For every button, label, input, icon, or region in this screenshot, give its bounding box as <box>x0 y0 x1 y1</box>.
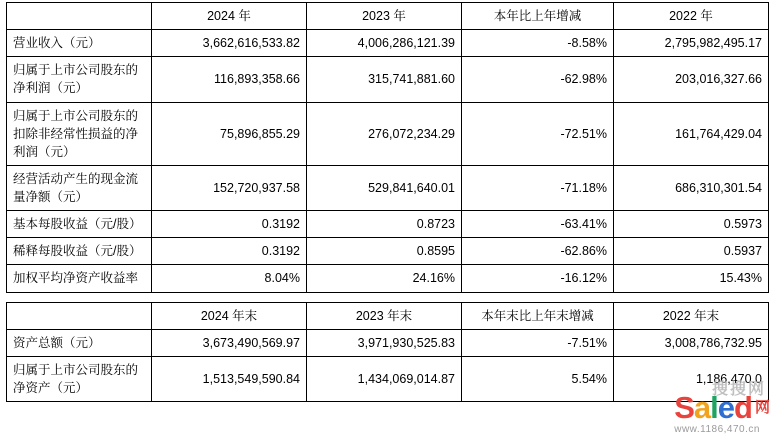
cell-basic-eps-2022: 0.5973 <box>614 211 769 238</box>
header-cell-period-end-change: 本年末比上年末增减 <box>462 302 614 329</box>
header-cell-2024-end: 2024 年末 <box>152 302 307 329</box>
cell-diluted-eps-2023: 0.8595 <box>307 238 462 265</box>
cell-revenue-change: -8.58% <box>462 30 614 57</box>
watermark-letter-e: e <box>717 390 735 425</box>
cell-operating-cash-flow-2022: 686,310,301.54 <box>614 165 769 210</box>
cell-revenue-2024: 3,662,616,533.82 <box>152 30 307 57</box>
table-row <box>7 329 769 356</box>
cell-net-profit-2024: 116,893,358.66 <box>152 57 307 102</box>
table-row <box>7 165 769 210</box>
cell-net-assets-change: 5.54% <box>462 356 614 401</box>
row-label-net-assets: 归属于上市公司股东的净资产（元） <box>7 356 152 401</box>
table-header-row-annual <box>7 3 769 30</box>
row-label-total-assets: 资产总额（元） <box>7 329 152 356</box>
cell-total-assets-2024: 3,673,490,569.97 <box>152 329 307 356</box>
header-cell-2022: 2022 年 <box>614 3 769 30</box>
header-cell-blank-2 <box>7 302 152 329</box>
cell-net-assets-2023: 1,434,069,014.87 <box>307 356 462 401</box>
cell-operating-cash-flow-2023: 529,841,640.01 <box>307 165 462 210</box>
table-header-row-period-end <box>7 302 769 329</box>
table-row <box>7 265 769 292</box>
table-row <box>7 356 769 401</box>
table-section-gap <box>7 292 769 302</box>
cell-total-assets-change: -7.51% <box>462 329 614 356</box>
header-cell-blank <box>7 3 152 30</box>
table-row <box>7 57 769 102</box>
row-label-net-profit: 归属于上市公司股东的净利润（元） <box>7 57 152 102</box>
watermark-letter-d: d <box>734 390 752 425</box>
cell-basic-eps-change: -63.41% <box>462 211 614 238</box>
financial-summary-table <box>6 2 768 402</box>
row-label-operating-cash-flow: 经营活动产生的现金流量净额（元） <box>7 165 152 210</box>
row-label-basic-eps: 基本每股收益（元/股） <box>7 211 152 238</box>
watermark-subtext: www.1186,470.cn <box>674 424 760 435</box>
cell-diluted-eps-2022: 0.5937 <box>614 238 769 265</box>
header-cell-2024: 2024 年 <box>152 3 307 30</box>
row-label-roe: 加权平均净资产收益率 <box>7 265 152 292</box>
cell-net-profit-change: -62.98% <box>462 57 614 102</box>
cell-total-assets-2023: 3,971,930,525.83 <box>307 329 462 356</box>
cell-revenue-2022: 2,795,982,495.17 <box>614 30 769 57</box>
cell-roe-2023: 24.16% <box>307 265 462 292</box>
table-row <box>7 238 769 265</box>
cell-adjusted-net-profit-2022: 161,764,429.04 <box>614 102 769 165</box>
cell-basic-eps-2024: 0.3192 <box>152 211 307 238</box>
cell-revenue-2023: 4,006,286,121.39 <box>307 30 462 57</box>
cell-total-assets-2022: 3,008,786,732.95 <box>614 329 769 356</box>
key-financials-table <box>6 2 769 402</box>
cell-adjusted-net-profit-2023: 276,072,234.29 <box>307 102 462 165</box>
cell-net-profit-2022: 203,016,327.66 <box>614 57 769 102</box>
row-label-diluted-eps: 稀释每股收益（元/股） <box>7 238 152 265</box>
cell-operating-cash-flow-2024: 152,720,937.58 <box>152 165 307 210</box>
cell-net-assets-2022: 1,186,470.0 <box>614 356 769 401</box>
watermark-letter-s: S <box>674 390 694 425</box>
watermark-top-text: 搜搜网 <box>711 381 766 398</box>
header-cell-yoy-change: 本年比上年增减 <box>462 3 614 30</box>
cell-diluted-eps-change: -62.86% <box>462 238 614 265</box>
header-cell-2023-end: 2023 年末 <box>307 302 462 329</box>
cell-roe-change: -16.12% <box>462 265 614 292</box>
cell-basic-eps-2023: 0.8723 <box>307 211 462 238</box>
table-row <box>7 211 769 238</box>
cell-adjusted-net-profit-change: -72.51% <box>462 102 614 165</box>
cell-roe-2022: 15.43% <box>614 265 769 292</box>
cell-net-assets-2024: 1,513,549,590.84 <box>152 356 307 401</box>
cell-adjusted-net-profit-2024: 75,896,855.29 <box>152 102 307 165</box>
cell-roe-2024: 8.04% <box>152 265 307 292</box>
cell-diluted-eps-2024: 0.3192 <box>152 238 307 265</box>
row-label-revenue: 营业收入（元） <box>7 30 152 57</box>
watermark-letter-a: a <box>693 390 711 425</box>
cell-operating-cash-flow-change: -71.18% <box>462 165 614 210</box>
header-cell-2023: 2023 年 <box>307 3 462 30</box>
table-row <box>7 102 769 165</box>
table-row <box>7 30 769 57</box>
header-cell-2022-end: 2022 年末 <box>614 302 769 329</box>
cell-net-profit-2023: 315,741,881.60 <box>307 57 462 102</box>
watermark-letter-l: l <box>710 390 718 425</box>
watermark-cn-suffix: 网 <box>754 399 770 416</box>
row-label-adjusted-net-profit: 归属于上市公司股东的扣除非经常性损益的净利润（元） <box>7 102 152 165</box>
